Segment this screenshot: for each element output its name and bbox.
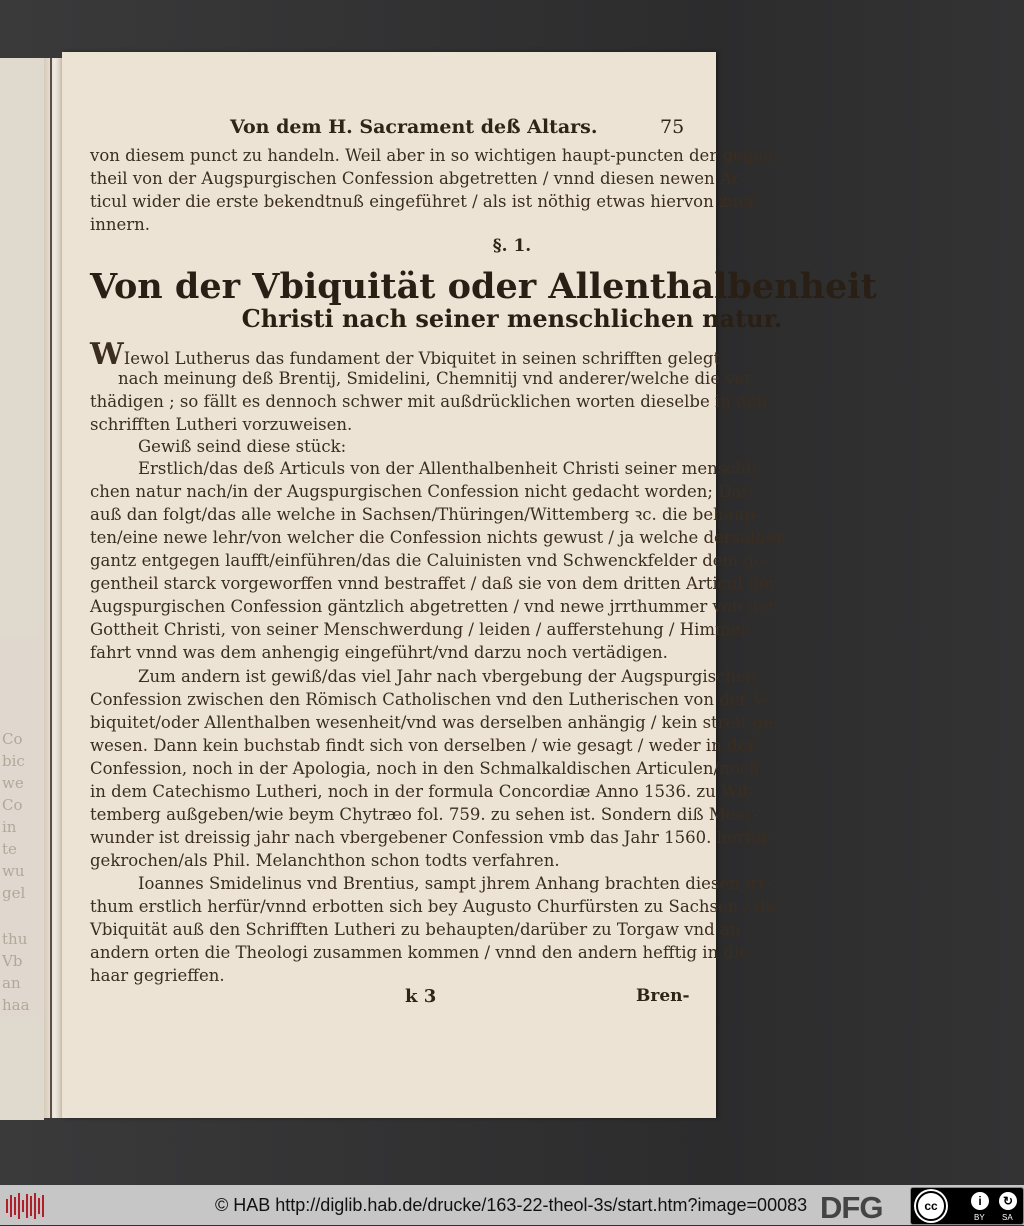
- text-line: wesen. Dann kein buchstab findt sich von derselben / wie gesagt / weder in der: [90, 736, 756, 755]
- cc-license-badge[interactable]: [910, 1187, 1024, 1225]
- text-line: Erstlich/das deß Articuls von der Allenthalbenheit Christi seiner menschli-: [138, 459, 763, 478]
- hab-logo-icon: [6, 1193, 46, 1219]
- chapter-title: Von der Vbiquität oder Allenthalbenheit: [90, 266, 877, 307]
- prev-fragment: Co: [2, 730, 23, 748]
- text-line: Augspurgischen Confession gäntzlich abgetretten / vnd newe jrrthummer von der: [90, 597, 776, 616]
- copyright-link[interactable]: © HAB http://diglib.hab.de/drucke/163-22-theol-3s/start.htm?image=00083: [215, 1195, 808, 1215]
- footer-bar: [0, 1185, 1024, 1225]
- prev-fragment: haa: [2, 996, 30, 1014]
- page-gutter: [44, 58, 62, 1118]
- text-line: Confession zwischen den Römisch Catholischen vnd den Lutherischen von der V-: [90, 690, 769, 709]
- text-line: thum erstlich herfür/vnnd erbotten sich bey Augusto Churfürsten zu Sachsen / die: [90, 897, 781, 916]
- prev-fragment: thu: [2, 930, 28, 948]
- text-line: theil von der Augspurgischen Confession abgetretten / vnnd diesen newen Ar-: [90, 169, 746, 188]
- cc-icon: cc: [916, 1191, 946, 1221]
- text-line: Zum andern ist gewiß/das viel Jahr nach vbergebung der Augspurgischen: [138, 667, 757, 686]
- prev-fragment: an: [2, 974, 21, 992]
- prev-fragment: in: [2, 818, 17, 836]
- text-line: Gottheit Christi, von seiner Menschwerdung / leiden / aufferstehung / Himmel-: [90, 620, 752, 639]
- previous-page-edge: [0, 58, 44, 1120]
- text-line: fahrt vnnd was dem anhengig eingeführt/vnd darzu noch vertädigen.: [90, 643, 668, 662]
- text-line: biquitet/oder Allenthalben wesenheit/vnd was derselben anhängig / kein streit ge-: [90, 713, 779, 732]
- text-line: gentheil starck vorgeworffen vnnd bestraffet / daß sie von dem dritten Articul der: [90, 574, 777, 593]
- page-number: 75: [660, 116, 685, 138]
- text-line: chen natur nach/in der Augspurgischen Confession nicht gedacht worden; Dar-: [90, 482, 755, 501]
- catchword: Bren-: [636, 986, 690, 1006]
- text-line: Ioannes Smidelinus vnd Brentius, sampt jhrem Anhang brachten diesen jrr-: [138, 874, 772, 893]
- text-line: schrifften Lutheri vorzuweisen.: [90, 415, 353, 434]
- section-mark: §. 1.: [492, 236, 532, 256]
- text-line: gekrochen/als Phil. Melanchthon schon todts verfahren.: [90, 851, 560, 870]
- prev-fragment: Vb: [2, 952, 23, 970]
- prev-fragment: Co: [2, 796, 23, 814]
- dfg-logo: DFG: [820, 1190, 883, 1225]
- prev-fragment: bic: [2, 752, 25, 770]
- text-line: andern orten die Theologi zusammen kommen / vnnd den andern hefftig in die: [90, 943, 750, 962]
- prev-fragment: gel: [2, 884, 26, 902]
- text-line: thädigen ; so fällt es dennoch schwer mit außdrücklichen worten dieselbe in den: [90, 392, 768, 411]
- text-line: temberg außgeben/wie beym Chytræo fol. 759. zu sehen ist. Sondern diß Meer-: [90, 805, 759, 824]
- text-line: auß dan folgt/das alle welche in Sachsen/Thüringen/Wittemberg ꝛc. die behaup-: [90, 505, 761, 524]
- sa-icon: ↻: [999, 1192, 1017, 1210]
- text-line: in dem Catechismo Lutheri, noch in der formula Concordiæ Anno 1536. zu Wit-: [90, 782, 756, 801]
- text-line: Confession, noch in der Apologia, noch in den Schmalkaldischen Articulen/noch: [90, 759, 760, 778]
- prev-fragment: we: [2, 774, 24, 792]
- running-head: Von dem H. Sacrament deß Altars.: [230, 116, 598, 138]
- text-line: Vbiquität auß den Schrifften Lutheri zu behaupten/darüber zu Torgaw vnd an: [90, 920, 741, 939]
- text-line: ten/eine newe lehr/von welcher die Confession nichts gewust / ja welche derselben: [90, 528, 787, 547]
- by-icon: i: [971, 1192, 989, 1210]
- text-line: wunder ist dreissig jahr nach vbergebener Confession vmb das Jahr 1560. herfür: [90, 828, 770, 847]
- text-line: gantz entgegen laufft/einführen/das die Caluinisten vnd Schwenckfelder dem ge-: [90, 551, 770, 570]
- text-span: Iewol Lutherus das fundament der Vbiquitet in seinen schrifften gelegt: [123, 349, 721, 368]
- sa-label: SA: [1002, 1213, 1013, 1222]
- signature-mark: k 3: [405, 986, 437, 1007]
- text-line: ticul wider die erste bekendtnuß eingeführet / als ist nöthig etwas hiervon zuer-: [90, 192, 762, 211]
- prev-fragment: wu: [2, 862, 25, 880]
- text-line: innern.: [90, 215, 151, 234]
- gutter-line: [50, 58, 52, 1118]
- chapter-subtitle: Christi nach seiner menschlichen natur.: [241, 304, 783, 333]
- prev-fragment: te: [2, 840, 17, 858]
- by-label: BY: [974, 1213, 985, 1222]
- text-line: nach meinung deß Brentij, Smidelini, Chemnitij vnd anderer/welche die ver-: [118, 369, 758, 388]
- text-line: [90, 337, 721, 372]
- text-line: von diesem punct zu handeln. Weil aber in so wichtigen haupt-puncten der gegen-: [90, 146, 780, 165]
- text-line: Gewiß seind diese stück:: [138, 437, 347, 456]
- drop-cap: W: [90, 337, 124, 372]
- text-line: haar gegrieffen.: [90, 966, 225, 985]
